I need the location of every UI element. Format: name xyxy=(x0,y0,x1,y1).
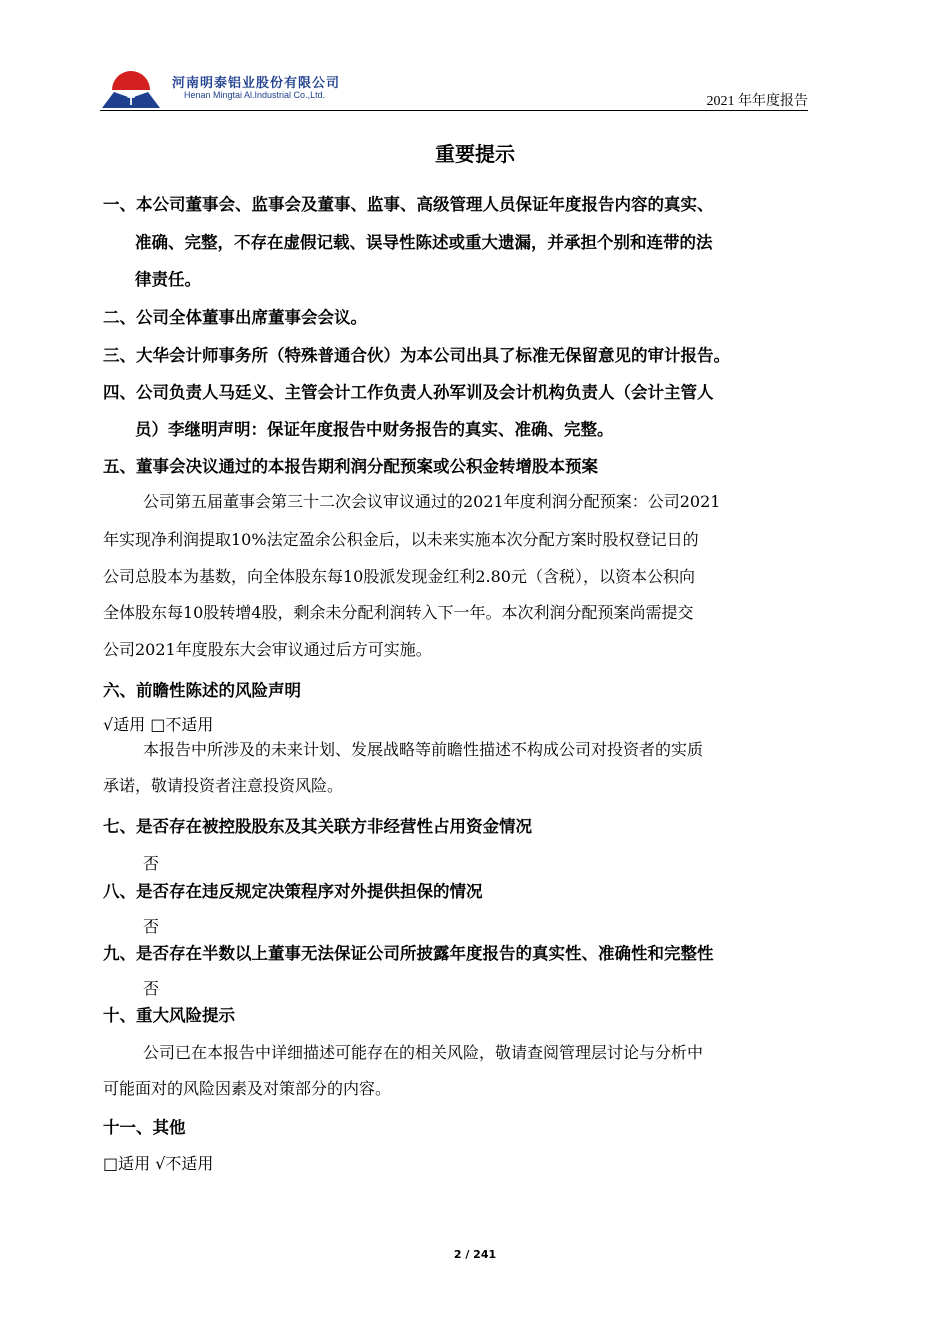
section-11-choice: □适用 √不适用 xyxy=(103,1154,214,1173)
section-8-heading: 八、是否存在违反规定决策程序对外提供担保的情况 xyxy=(103,882,483,901)
page-number: 2 / 241 xyxy=(453,1248,497,1261)
logo-lettering: T xyxy=(127,94,135,108)
section-1-line-2: 准确、完整，不存在虚假记载、误导性陈述或重大遗漏，并承担个别和连带的法 xyxy=(135,233,713,252)
section-6-choice: √适用 □不适用 xyxy=(103,715,214,734)
section-9-heading: 九、是否存在半数以上董事无法保证公司所披露年度报告的真实性、准确性和完整性 xyxy=(103,944,714,963)
company-logo xyxy=(100,68,162,108)
section-5-body-line-1: 公司第五届董事会第三十二次会议审议通过的2021年度利润分配预案：公司2021 xyxy=(143,492,721,511)
section-5-body-line-4: 全体股东每10股转增4股，剩余未分配利润转入下一年。本次利润分配预案尚需提交 xyxy=(103,603,694,622)
section-7-answer: 否 xyxy=(143,854,160,873)
page-header xyxy=(100,60,808,110)
section-1-line-3: 律责任。 xyxy=(135,270,201,289)
section-5-body-line-3: 公司总股本为基数，向全体股东每10股派发现金红利2.80元（含税），以资本公积向 xyxy=(103,567,695,586)
section-9-answer: 否 xyxy=(143,979,160,998)
section-5-body-line-5: 公司2021年度股东大会审议通过后方可实施。 xyxy=(103,640,432,659)
section-10-body-line-1: 公司已在本报告中详细描述可能存在的相关风险，敬请查阅管理层讨论与分析中 xyxy=(143,1043,704,1062)
page-title: 重要提示 xyxy=(435,142,515,166)
section-10-body-line-2: 可能面对的风险因素及对策部分的内容。 xyxy=(103,1079,392,1098)
section-8-answer: 否 xyxy=(143,917,160,936)
section-10-heading: 十、重大风险提示 xyxy=(103,1006,235,1025)
section-4-line-2: 员）李继明声明：保证年度报告中财务报告的真实、准确、完整。 xyxy=(135,420,614,439)
header-divider xyxy=(100,110,808,111)
section-4-line-1: 四、公司负责人马廷义、主管会计工作负责人孙军训及会计机构负责人（会计主管人 xyxy=(103,383,714,402)
section-3: 三、大华会计师事务所（特殊普通合伙）为本公司出具了标准无保留意见的审计报告。 xyxy=(103,346,730,365)
section-6-body-line-2: 承诺，敬请投资者注意投资风险。 xyxy=(103,776,344,795)
section-5-body-line-2: 年实现净利润提取10%法定盈余公积金后，以未来实施本次分配方案时股权登记日的 xyxy=(103,530,699,549)
section-5-heading: 五、董事会决议通过的本报告期利润分配预案或公积金转增股本预案 xyxy=(103,457,598,476)
section-6-heading: 六、前瞻性陈述的风险声明 xyxy=(103,681,301,700)
section-11-heading: 十一、其他 xyxy=(103,1118,186,1137)
company-name-cn: 河南明泰铝业股份有限公司 xyxy=(172,76,341,91)
report-title: 2021 年年度报告 xyxy=(706,94,808,109)
section-7-heading: 七、是否存在被控股股东及其关联方非经营性占用资金情况 xyxy=(103,817,532,836)
section-1-line-1: 一、本公司董事会、监事会及董事、监事、高级管理人员保证年度报告内容的真实、 xyxy=(103,195,714,214)
section-2: 二、公司全体董事出席董事会会议。 xyxy=(103,308,367,327)
section-6-body-line-1: 本报告中所涉及的未来计划、发展战略等前瞻性描述不构成公司对投资者的实质 xyxy=(143,740,704,759)
company-name-en: Henan Mingtai Al.Industrial Co.,Ltd. xyxy=(184,90,326,100)
